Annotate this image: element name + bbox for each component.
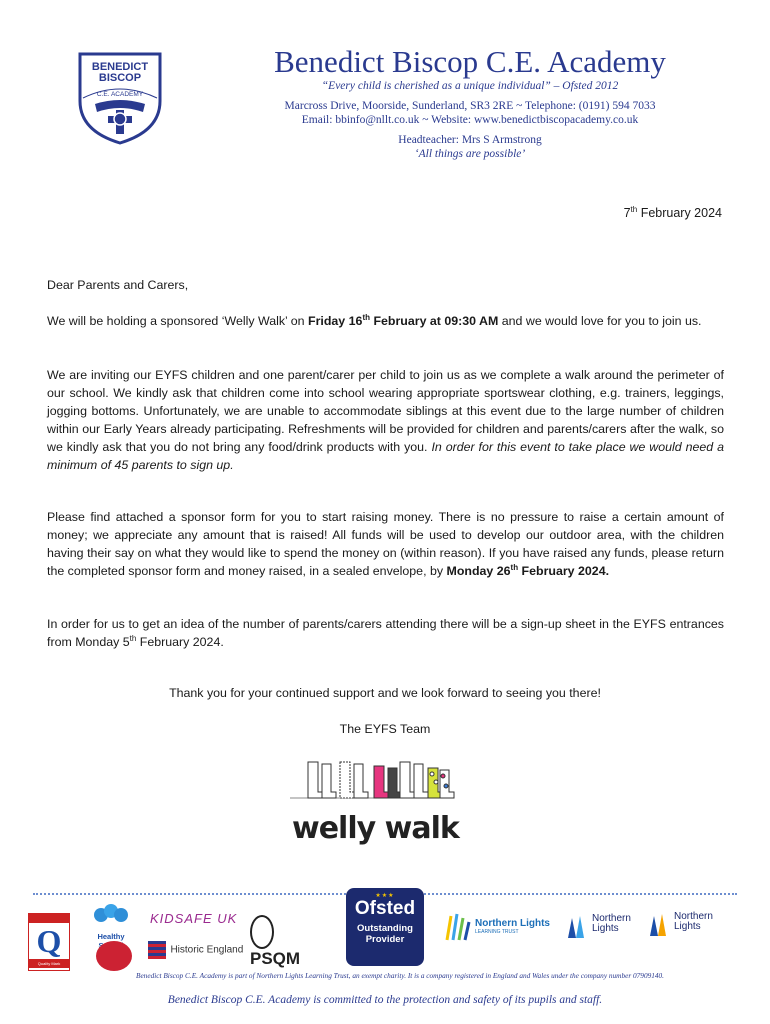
school-motto: ‘All things are possible’ [414, 148, 526, 160]
historic-england-logo [148, 941, 252, 961]
northern-lights-3-label: Northern Lights [674, 911, 713, 932]
welly-boots-icon [308, 762, 454, 798]
signoff: The EYFS Team [339, 722, 431, 736]
ofsted-line2: Provider [365, 934, 405, 945]
welly-walk-logo [290, 756, 470, 856]
northern-lights-1-label: Northern Lights [475, 918, 550, 929]
gold-award-badge [96, 941, 132, 971]
healthy-school-icon [91, 903, 131, 927]
school-address [190, 99, 750, 127]
northern-lights-icon [443, 912, 471, 942]
paragraph-4: In order for us to get an idea of the number of parents/carers attending there will be a sign-up sheet in the EYFS entrances from Monday 5th February 2024. [47, 617, 724, 649]
ofsted-line1: Outstanding [357, 923, 413, 934]
welly-walk-text: welly walk [292, 811, 459, 846]
salutation: Dear Parents and Carers, [47, 278, 189, 292]
crest-line1: BENEDICT [91, 61, 149, 73]
school-name: Benedict Biscop C.E. Academy [274, 44, 666, 79]
footer-legal-note: Benedict Biscop C.E. Academy is part of Northern Lights Learning Trust, an exempt charity. It is a company registered in England and Wales under the company number 07909140. [135, 971, 665, 980]
historic-england-label: Historic England [170, 944, 244, 956]
headteacher-block [190, 133, 750, 161]
paragraph-1: We will be holding a sponsored ‘Welly Walk’ on Friday 16th February at 09:30 AM and we would love for you to join us. [47, 312, 702, 328]
ofsted-tagline: “Every child is cherished as a unique individual” – Ofsted 2012 [321, 80, 619, 92]
contact-line: Email: bbinfo@nllt.co.uk ~ Website: www.benedictbiscopacademy.co.uk [301, 114, 639, 126]
kidsafe-logo: KIDSAFE UK [150, 911, 238, 926]
headteacher-name: Headteacher: Mrs S Armstrong [398, 134, 542, 146]
psqm-icon [250, 915, 274, 949]
northern-lights-trust-logo [443, 912, 563, 942]
psqm-label: PSQM [250, 949, 301, 968]
northern-lights-teaching-logo [566, 914, 642, 946]
crest-arc-text: C.E. ACADEMY [96, 91, 144, 98]
quality-mark-logo: Q Quality Mark [28, 913, 70, 971]
thank-you-line: Thank you for your continued support and we look forward to seeing you there! [169, 686, 601, 700]
paragraph-3: Please find attached a sponsor form for you to start raising money. There is no pressure to raise a certain amount of money; we appreciate any amount that is raised! All funds will be used to develop our outdoor area, with the children having their say on what they would like to spend the money on (within reason). If you have raised any funds, please return the completed sponsor form and money raised, in a sealed envelope, by Monday 26th February 2024. [47, 510, 724, 578]
quality-mark-label: Quality Mark [29, 959, 69, 968]
healthy-school-label: Healthy [97, 932, 125, 941]
northern-lights-school-logo [648, 912, 732, 944]
psqm-logo [250, 915, 322, 968]
northern-lights-2-label: Northern Lights [592, 913, 631, 934]
northern-lights-3-icon [648, 912, 670, 938]
paragraph-2: We are inviting our EYFS children and one parent/carer per child to join us as we complete a walk around the perimeter of our school. We kindly ask that children come into school wearing appropriate sportswear clothing, e.g. trainers, leggings, jogging bottoms. Unfortunately, we are unable to accommodate siblings at this event due to the large number of children within our Early Years already participating. Refreshments will be provided for children and parents/carers after the walk, so we kindly ask that you do not bring any food/drink products with you. In order for this event to take place we would need a minimum of 45 parents to sign up. [47, 368, 724, 472]
footer-safeguarding-tagline: Benedict Biscop C.E. Academy is committed to the protection and safety of its pupils and staff. [167, 994, 603, 1006]
northern-lights-2-icon [566, 914, 588, 940]
school-crest-logo [75, 46, 165, 146]
historic-england-icon [148, 941, 166, 959]
ofsted-title: Ofsted [354, 898, 416, 919]
crest-line2: BISCOP [98, 72, 142, 84]
ofsted-outstanding-logo: ★★★ Ofsted Outstanding Provider [346, 888, 424, 966]
northern-lights-1-sub: LEARNING TRUST [475, 929, 519, 935]
address-line: Marcross Drive, Moorside, Sunderland, SR3 2RE ~ Telephone: (0191) 594 7033 [284, 100, 656, 112]
letter-date: 7th February 2024 [623, 204, 722, 220]
